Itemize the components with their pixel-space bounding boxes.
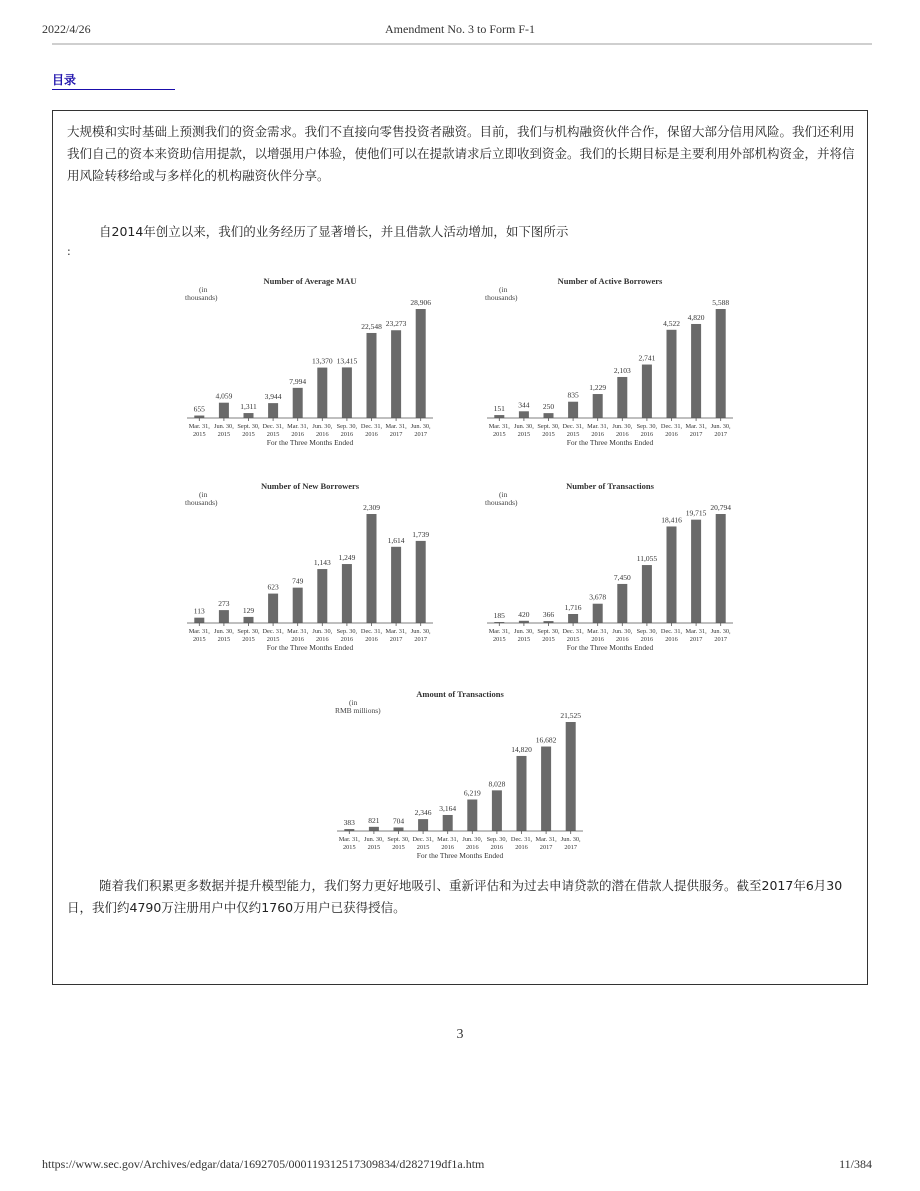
chart-tick-label: 2015	[542, 431, 555, 438]
chart-tick-label: 2015	[517, 636, 531, 643]
chart-data-label: 4,059	[215, 391, 233, 401]
chart-tick-label: 2016	[616, 636, 629, 643]
chart-amount-of-transactions	[329, 688, 589, 863]
chart-tick-label: Dec. 31,	[510, 836, 533, 843]
chart-data-label: 1,143	[313, 558, 331, 568]
chart-tick-label: Mar. 31,	[338, 836, 360, 843]
chart-bar	[394, 827, 404, 831]
chart-bar	[544, 413, 554, 418]
chart-tick-label: Sep. 30,	[636, 628, 658, 635]
chart-data-label: 4,820	[687, 312, 705, 322]
chart-bar	[467, 800, 477, 831]
chart-svg	[179, 275, 439, 450]
chart-tick-label: 2016	[291, 431, 304, 438]
chart-data-label: 19,715	[685, 508, 707, 518]
chart-tick-label: 2017	[714, 636, 727, 643]
chart-data-label: 2,103	[613, 365, 631, 375]
chart-bar	[391, 330, 401, 418]
chart-tick-label: Sept. 30,	[237, 628, 260, 635]
chart-bar	[244, 617, 254, 623]
chart-tick-label: Dec. 31,	[660, 423, 683, 430]
chart-unit-label: (in	[199, 490, 208, 499]
chart-bar	[568, 614, 578, 623]
chart-active-borrowers	[479, 275, 739, 450]
chart-bar	[492, 790, 502, 831]
chart-tick-label: 2015	[566, 431, 580, 438]
chart-tick-label: Mar. 31,	[488, 628, 510, 635]
chart-tick-label: 2015	[343, 844, 356, 851]
chart-tick-label: 2015	[193, 636, 206, 643]
chart-x-axis-title: For the Three Months Ended	[416, 851, 504, 860]
chart-tick-label: 2015	[517, 431, 531, 438]
chart-data-label: 20,794	[710, 503, 732, 512]
chart-data-label: 1,739	[412, 529, 430, 539]
chart-data-label: 4,522	[663, 318, 680, 328]
chart-data-label: 2,309	[363, 503, 380, 512]
chart-tick-label: 2015	[493, 636, 506, 643]
chart-x-axis-title: For the Three Months Ended	[566, 643, 654, 652]
chart-bar	[268, 594, 278, 623]
chart-tick-label: 2015	[416, 844, 430, 851]
chart-data-label: 250	[542, 402, 555, 412]
chart-tick-label: 2015	[392, 844, 405, 851]
chart-tick-label: Jun. 30,	[710, 628, 731, 635]
chart-title: Amount of Transactions	[416, 689, 504, 699]
chart-data-label: 7,994	[289, 376, 307, 386]
chart-data-label: 21,525	[560, 711, 582, 720]
chart-tick-label: 2017	[689, 431, 703, 438]
chart-data-label: 1,716	[564, 603, 582, 613]
print-date: 2022/4/26	[42, 22, 91, 36]
chart-tick-label: Jun. 30,	[214, 628, 234, 635]
chart-tick-label: 2016	[340, 431, 354, 438]
chart-tick-label: Mar. 31,	[385, 423, 407, 430]
chart-average-mau	[179, 275, 439, 450]
chart-data-label: 18,416	[661, 515, 682, 525]
chart-tick-label: 2015	[367, 844, 381, 851]
chart-bar	[593, 394, 603, 418]
chart-bar	[219, 403, 229, 418]
chart-tick-label: 2015	[242, 636, 255, 643]
chart-title: Number of New Borrowers	[260, 481, 360, 491]
chart-bar	[566, 722, 576, 831]
chart-tick-label: Jun. 30,	[312, 423, 333, 430]
chart-tick-label: Jun. 30,	[312, 628, 333, 635]
chart-title: Number of Average MAU	[263, 276, 357, 286]
chart-tick-label: Jun. 30,	[612, 628, 633, 635]
chart-bar	[367, 514, 377, 623]
chart-tick-label: Mar. 31,	[287, 628, 309, 635]
chart-data-label: 129	[242, 605, 255, 615]
chart-data-label: 3,678	[589, 592, 607, 602]
paragraph-colon: :	[67, 245, 71, 258]
chart-data-label: 6,219	[463, 788, 481, 798]
chart-data-label: 273	[218, 599, 230, 609]
chart-x-axis-title: For the Three Months Ended	[266, 438, 354, 447]
chart-tick-label: Sep. 30,	[486, 836, 508, 843]
chart-x-axis-title: For the Three Months Ended	[566, 438, 654, 447]
chart-bar	[391, 547, 401, 623]
chart-tick-label: Mar. 31,	[287, 423, 309, 430]
chart-tick-label: 2016	[640, 636, 654, 643]
chart-tick-label: Jun. 30,	[612, 423, 633, 430]
chart-data-label: 22,548	[361, 321, 382, 331]
chart-bar	[494, 415, 504, 418]
chart-bar	[293, 588, 303, 623]
chart-tick-label: Sept. 30,	[537, 628, 560, 635]
chart-tick-label: Dec. 31,	[660, 628, 683, 635]
chart-bar	[219, 610, 229, 623]
chart-data-label: 113	[193, 606, 205, 616]
chart-tick-label: 2016	[316, 636, 329, 643]
chart-tick-label: 2016	[441, 844, 454, 851]
chart-bar	[568, 402, 578, 418]
chart-data-label: 151	[493, 404, 505, 414]
chart-tick-label: Jun. 30,	[214, 423, 234, 430]
chart-data-label: 704	[392, 816, 405, 826]
chart-tick-label: 2016	[665, 431, 678, 438]
chart-tick-label: Sep. 30,	[336, 628, 358, 635]
chart-data-label: 11,055	[636, 554, 658, 564]
chart-bar	[642, 365, 652, 418]
chart-tick-label: 2015	[217, 431, 231, 438]
chart-unit-label: (in	[199, 285, 208, 294]
chart-tick-label: 2017	[389, 636, 403, 643]
chart-tick-label: Sep. 30,	[336, 423, 358, 430]
chart-tick-label: 2015	[566, 636, 580, 643]
chart-tick-label: 2017	[539, 844, 553, 851]
chart-tick-label: 2015	[266, 431, 280, 438]
chart-data-label: 3,944	[264, 392, 282, 402]
chart-data-label: 1,249	[338, 553, 356, 563]
chart-tick-label: 2017	[564, 844, 577, 851]
chart-tick-label: Dec. 31,	[262, 628, 284, 635]
chart-tick-label: 2017	[714, 431, 727, 438]
chart-tick-label: Dec. 31,	[262, 423, 284, 430]
chart-tick-label: 2016	[616, 431, 629, 438]
page-count: 11/384	[839, 1157, 872, 1171]
chart-tick-label: Dec. 31,	[562, 423, 584, 430]
chart-tick-label: Mar. 31,	[188, 423, 210, 430]
chart-tick-label: Jun. 30,	[364, 836, 384, 843]
chart-tick-label: Jun. 30,	[410, 423, 431, 430]
chart-tick-label: 2016	[515, 844, 528, 851]
chart-data-label: 821	[368, 815, 380, 825]
chart-tick-label: Mar. 31,	[188, 628, 210, 635]
chart-tick-label: Mar. 31,	[385, 628, 407, 635]
chart-tick-label: Jun. 30,	[514, 423, 534, 430]
chart-tick-label: Mar. 31,	[488, 423, 510, 430]
chart-tick-label: 2015	[266, 636, 280, 643]
chart-unit-label: thousands)	[485, 498, 518, 507]
chart-bar	[194, 618, 204, 623]
chart-data-label: 383	[343, 818, 355, 828]
chart-tick-label: Sept. 30,	[387, 836, 410, 843]
chart-number-of-transactions	[479, 480, 739, 655]
chart-unit-label: thousands)	[185, 293, 218, 302]
chart-svg	[479, 275, 739, 450]
header-divider	[52, 43, 872, 45]
chart-bar	[317, 368, 327, 418]
chart-bar	[369, 827, 379, 831]
paragraph-data-capabilities: 随着我们积累更多数据并提升模型能力，我们努力更好地吸引、重新评估和为过去申请贷款的潜在借款人提供服务。截至2017年6月30日，我们约4790万注册用户中仅约1760万用户已获得授信。	[67, 878, 843, 915]
chart-bar	[541, 747, 551, 831]
chart-bar	[342, 564, 352, 623]
paragraph-growth-intro: 自2014年创立以来，我们的业务经历了显著增长，并且借款人活动增加，如下图所示	[99, 224, 569, 239]
chart-bar	[418, 819, 428, 831]
chart-title: Number of Transactions	[566, 481, 654, 491]
chart-unit-label: (in	[349, 698, 358, 707]
chart-bar	[667, 526, 677, 623]
chart-tick-label: Jun. 30,	[410, 628, 431, 635]
chart-tick-label: Mar. 31,	[685, 423, 707, 430]
source-url: https://www.sec.gov/Archives/edgar/data/1692705/000119312517309834/d282719df1a.htm	[42, 1157, 485, 1171]
chart-tick-label: Mar. 31,	[587, 628, 609, 635]
paragraph-funding: 大规模和实时基础上预测我们的资金需求。我们不直接向零售投资者融资。目前，我们与机构融资伙伴合作，保留大部分信用风险。我们还利用我们自己的资本来资助信用提款，以增强用户体验，使他们可以在提款请求后立即收到资金。我们的长期目标是主要利用外部机构资金，并将信用风险转移给或与多样化的机构融资伙伴分享。	[67, 124, 855, 183]
chart-bar	[691, 324, 701, 418]
chart-tick-label: Jun. 30,	[560, 836, 581, 843]
chart-tick-label: 2016	[665, 636, 678, 643]
chart-bar	[517, 756, 527, 831]
chart-tick-label: 2016	[640, 431, 654, 438]
chart-bar	[642, 565, 652, 623]
document-title: Amendment No. 3 to Form F-1	[385, 22, 535, 36]
chart-data-label: 23,273	[385, 319, 407, 329]
chart-tick-label: 2016	[340, 636, 354, 643]
chart-bar	[617, 377, 627, 418]
chart-tick-label: 2015	[493, 431, 506, 438]
chart-data-label: 14,820	[511, 744, 532, 754]
chart-bar	[416, 541, 426, 623]
chart-data-label: 16,682	[535, 735, 557, 745]
chart-data-label: 749	[292, 576, 304, 586]
chart-tick-label: Sep. 30,	[636, 423, 658, 430]
chart-tick-label: Mar. 31,	[437, 836, 459, 843]
chart-data-label: 13,370	[311, 356, 333, 366]
chart-tick-label: Sept. 30,	[537, 423, 560, 430]
chart-unit-label: (in	[499, 285, 508, 294]
chart-data-label: 1,229	[589, 383, 607, 393]
chart-title: Number of Active Borrowers	[557, 276, 663, 286]
chart-tick-label: 2016	[591, 431, 604, 438]
chart-data-label: 3,164	[439, 803, 457, 813]
content-frame	[52, 110, 868, 985]
chart-tick-label: 2017	[389, 431, 403, 438]
chart-unit-label: thousands)	[485, 293, 518, 302]
chart-tick-label: 2016	[365, 636, 378, 643]
chart-data-label: 1,311	[240, 402, 257, 412]
chart-bar	[317, 569, 327, 623]
chart-tick-label: 2015	[217, 636, 231, 643]
chart-tick-label: Dec. 31,	[360, 423, 383, 430]
chart-tick-label: 2016	[316, 431, 329, 438]
chart-new-borrowers	[179, 480, 439, 655]
chart-bar	[716, 514, 726, 623]
chart-tick-label: 2016	[365, 431, 378, 438]
chart-data-label: 2,346	[414, 808, 432, 818]
chart-bar	[593, 604, 603, 623]
chart-bar	[367, 333, 377, 418]
chart-data-label: 344	[518, 400, 530, 410]
chart-data-label: 2,741	[638, 353, 656, 363]
table-of-contents-link[interactable]: 目录	[52, 71, 175, 90]
chart-tick-label: Mar. 31,	[685, 628, 707, 635]
chart-bar	[617, 584, 627, 623]
chart-tick-label: 2017	[414, 431, 427, 438]
chart-x-axis-title: For the Three Months Ended	[266, 643, 354, 652]
chart-tick-label: Jun. 30,	[514, 628, 534, 635]
chart-tick-label: 2015	[193, 431, 206, 438]
chart-tick-label: 2016	[466, 844, 479, 851]
chart-tick-label: Dec. 31,	[360, 628, 383, 635]
chart-unit-label: (in	[499, 490, 508, 499]
chart-data-label: 28,906	[410, 298, 432, 307]
chart-bar	[293, 388, 303, 418]
chart-bar	[342, 367, 352, 418]
chart-svg	[329, 688, 589, 863]
chart-tick-label: Dec. 31,	[412, 836, 434, 843]
chart-data-label: 5,588	[712, 298, 730, 307]
chart-tick-label: 2016	[591, 636, 604, 643]
chart-bar	[268, 403, 278, 418]
chart-svg	[179, 480, 439, 655]
chart-tick-label: 2016	[490, 844, 504, 851]
chart-unit-label: RMB millions)	[335, 706, 381, 715]
chart-tick-label: Sept. 30,	[237, 423, 260, 430]
chart-bar	[519, 411, 529, 418]
chart-tick-label: 2015	[242, 431, 255, 438]
chart-bar	[667, 330, 677, 418]
chart-svg	[479, 480, 739, 655]
chart-bar	[691, 520, 701, 623]
chart-data-label: 835	[567, 390, 579, 400]
chart-tick-label: Jun. 30,	[462, 836, 483, 843]
chart-data-label: 655	[193, 404, 205, 414]
chart-tick-label: 2017	[689, 636, 703, 643]
chart-bar	[416, 309, 426, 418]
chart-tick-label: Mar. 31,	[535, 836, 557, 843]
chart-data-label: 366	[542, 610, 555, 620]
chart-tick-label: Mar. 31,	[587, 423, 609, 430]
chart-tick-label: 2017	[414, 636, 427, 643]
chart-data-label: 7,450	[613, 572, 631, 582]
chart-data-label: 8,028	[488, 779, 506, 789]
chart-unit-label: thousands)	[185, 498, 218, 507]
chart-tick-label: Jun. 30,	[710, 423, 731, 430]
chart-data-label: 623	[267, 582, 279, 592]
chart-tick-label: 2016	[291, 636, 304, 643]
page-number: 3	[456, 1027, 464, 1042]
chart-tick-label: Dec. 31,	[562, 628, 584, 635]
chart-tick-label: 2015	[542, 636, 555, 643]
chart-bar	[716, 309, 726, 418]
chart-data-label: 1,614	[387, 535, 405, 545]
chart-bar	[244, 413, 254, 418]
chart-data-label: 420	[518, 609, 530, 619]
chart-data-label: 13,415	[336, 356, 358, 366]
chart-bar	[443, 815, 453, 831]
chart-data-label: 185	[493, 611, 505, 621]
